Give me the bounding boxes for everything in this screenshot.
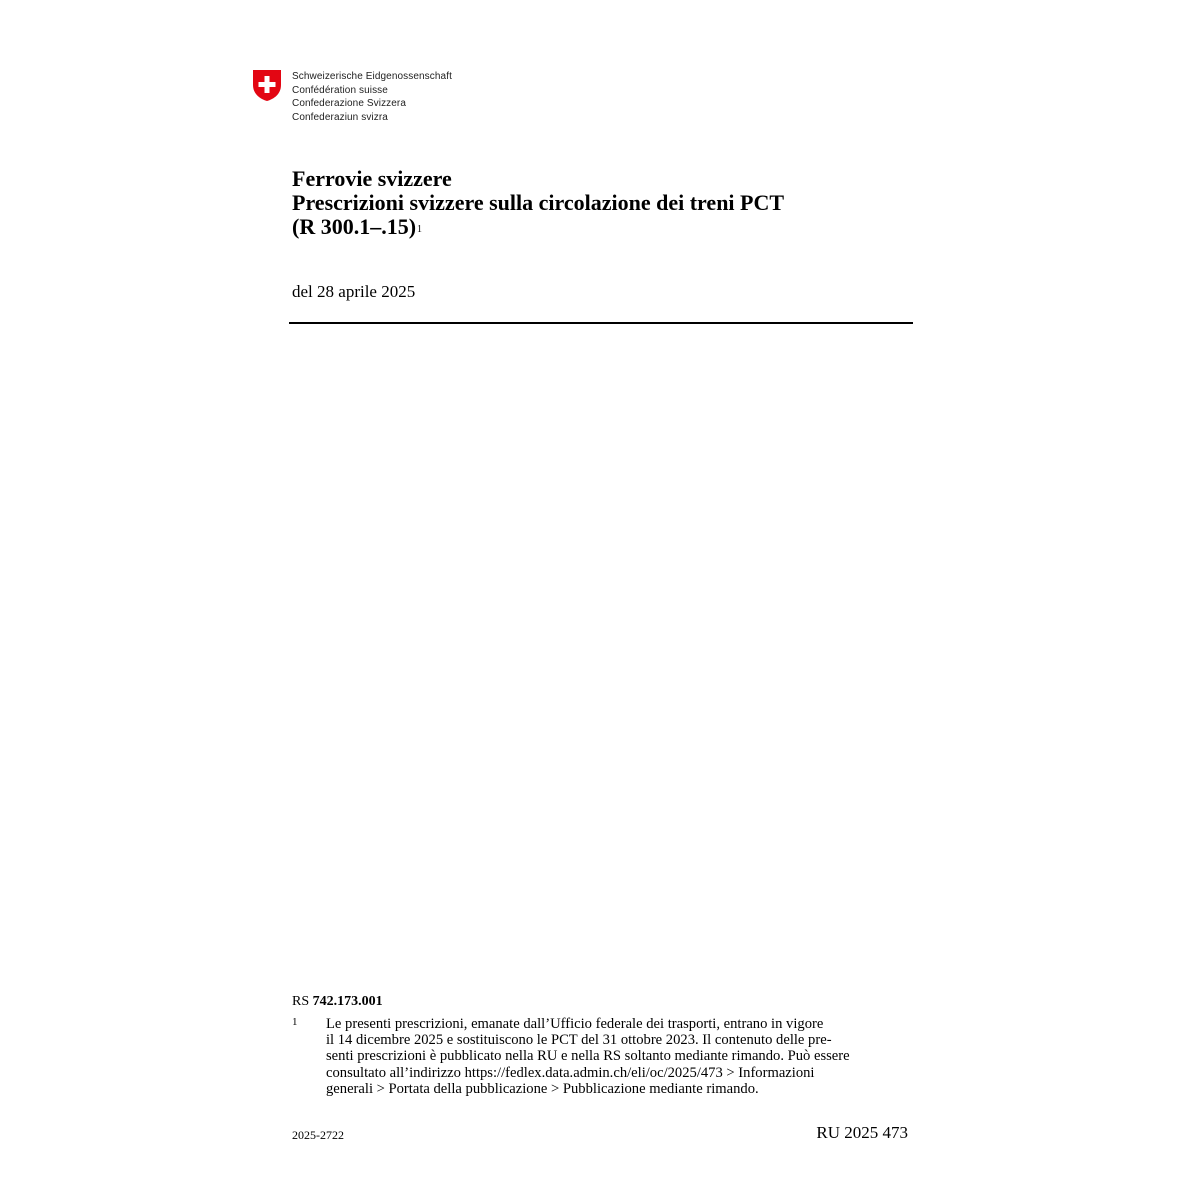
footnote-marker: 1 bbox=[292, 1016, 298, 1028]
title-line-1: Ferrovie svizzere bbox=[292, 166, 452, 191]
title-line-2: Prescrizioni svizzere sulla circolazione dei treni PCT bbox=[292, 190, 785, 215]
document-number: 2025-2722 bbox=[292, 1128, 344, 1142]
title-divider bbox=[289, 322, 913, 324]
confederation-name-it: Confederazione Svizzera bbox=[292, 98, 407, 110]
confederation-name-rm: Confederaziun svizra bbox=[292, 111, 388, 123]
document-date: del 28 aprile 2025 bbox=[292, 282, 416, 301]
footnote-reference[interactable]: 1 bbox=[417, 224, 423, 235]
footnote-line: Le presenti prescrizioni, emanate dall’Ufficio federale dei trasporti, entrano in vigore bbox=[326, 1016, 824, 1032]
rs-classification bbox=[292, 994, 383, 1010]
confederation-name-fr: Confédération suisse bbox=[292, 84, 388, 96]
footnote-line: senti prescrizioni è pubblicato nella RU e nella RS soltanto mediante rimando. Può essere bbox=[326, 1048, 850, 1065]
rs-number: 742.173.001 bbox=[312, 994, 383, 1009]
confederation-name-de: Schweizerische Eidgenossenschaft bbox=[292, 71, 452, 82]
title-line-3-wrapper bbox=[292, 215, 784, 239]
footnote-line: generali > Portata della pubblicazione > Pubblicazione mediante rimando. bbox=[326, 1080, 759, 1097]
title-line-3: (R 300.1–.15) bbox=[292, 214, 417, 239]
footnote-line-with-link[interactable]: consultato all’indirizzo https://fedlex.data.admin.ch/eli/oc/2025/473 > Informazioni bbox=[326, 1064, 815, 1081]
document-title bbox=[292, 167, 784, 239]
footnote-line: il 14 dicembre 2025 e sostituiscono le PCT del 31 ottobre 2023. Il contenuto delle pre- bbox=[326, 1032, 832, 1049]
swiss-cross-shield-icon bbox=[252, 69, 282, 102]
confederation-names bbox=[292, 70, 452, 124]
ru-reference: RU 2025 473 bbox=[816, 1123, 908, 1142]
footnote-text bbox=[326, 1016, 916, 1097]
rs-prefix: RS bbox=[292, 994, 310, 1009]
